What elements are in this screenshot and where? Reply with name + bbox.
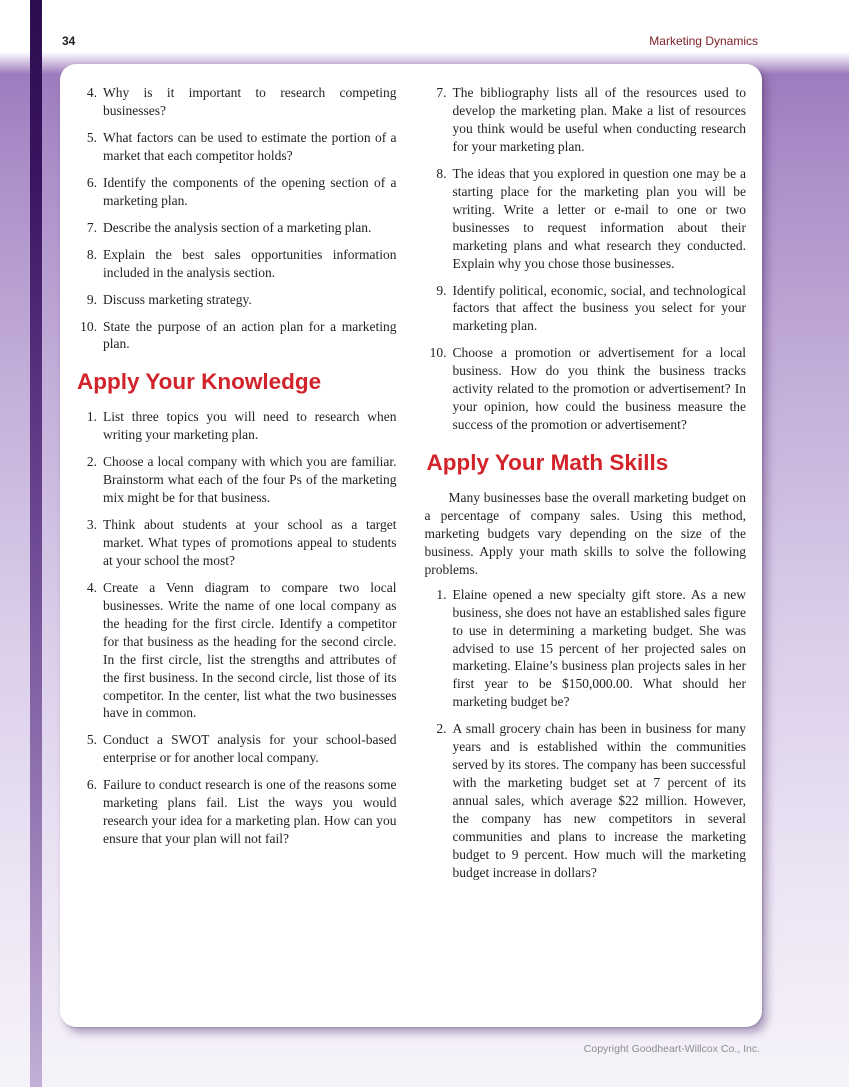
question-number: 4. — [86, 85, 97, 100]
question-text: A small grocery chain has been in business for many years and is established within the communities served by its stores. The company has been successful with the marketing budget set at 7 percent of its annual sales, which average $22 million. However, the company has new competitors in several communities and plans to increase the marketing budget to 9 percent. How much will the marketing budget increase in dollars? — [452, 721, 746, 880]
question-text: State the purpose of an action plan for a marketing plan. — [103, 318, 397, 352]
question-text: Conduct a SWOT analysis for your school-based enterprise or for another local company. — [103, 732, 397, 766]
question-text: Failure to conduct research is one of the reasons some marketing plans fail. List the ways you would research your idea for a marketing plan. How can you ensure that your plan will not fail? — [103, 777, 397, 847]
question-text: Create a Venn diagram to compare two local businesses. Write the name of one local company as the heading for the first circle. Identify a competitor for that business as the heading for the second circle. In the first circle, list the strengths and attributes of the first business. In the second circle, list those of its competitor. In the center, list what the two businesses have in common. — [103, 579, 397, 721]
question-number: 7. — [436, 85, 447, 100]
question-number: 9. — [86, 291, 97, 307]
right-column — [425, 84, 747, 1027]
question-number: 8. — [436, 165, 447, 181]
review-question-item — [75, 174, 397, 210]
question-text: Identify political, economic, social, and technological factors that affect the business you select for your marketing plan. — [452, 282, 746, 334]
question-number: 7. — [86, 219, 97, 235]
page-number: 34 — [62, 34, 76, 48]
page-footer — [584, 1043, 760, 1055]
left-column — [75, 84, 397, 1027]
review-question-item — [75, 84, 397, 120]
question-number: 10. — [429, 345, 447, 361]
question-text: The bibliography lists all of the resources used to develop the marketing plan. Make a list of resources you think would be useful when conducting research for your marketing plan. — [452, 85, 746, 154]
review-question-item — [75, 129, 397, 165]
page-header — [62, 34, 758, 48]
math-item — [425, 586, 747, 712]
question-text: Elaine opened a new specialty gift store. As a new business, she does not have an established sales figure to use in determining a marketing budget. She was advised to use 15 percent of her projected sales on marketing. Elaine’s business plan projects sales in her first year to be $150,000.00. What should her marketing budget be? — [452, 586, 746, 710]
knowledge-item — [75, 516, 397, 570]
spine-strip — [30, 0, 42, 1087]
knowledge-item — [75, 776, 397, 848]
knowledge-item — [425, 282, 747, 336]
math-item — [425, 720, 747, 882]
question-text: Explain the best sales opportunities information included in the analysis section. — [103, 246, 397, 280]
question-number: 2. — [436, 721, 447, 737]
question-text: What factors can be used to estimate the portion of a market that each competitor holds? — [103, 129, 397, 163]
knowledge-heading: Apply Your Knowledge — [77, 369, 322, 395]
question-number: 6. — [86, 174, 97, 190]
review-question-item — [75, 291, 397, 309]
question-text: Think about students at your school as a target market. What types of promotions appeal to students at your school the most? — [103, 516, 397, 568]
question-text: Identify the components of the opening section of a marketing plan. — [103, 174, 397, 208]
question-number: 4. — [86, 579, 97, 595]
knowledge-item — [425, 344, 747, 434]
question-number: 5. — [86, 732, 97, 748]
question-number: 1. — [436, 586, 447, 602]
question-number: 5. — [86, 129, 97, 145]
copyright-text: Copyright Goodheart-Willcox Co., Inc. — [583, 1043, 760, 1055]
knowledge-item — [425, 165, 747, 273]
knowledge-item — [75, 453, 397, 507]
review-question-item — [75, 318, 397, 354]
knowledge-item — [75, 731, 397, 767]
knowledge-item — [425, 84, 747, 156]
knowledge-item — [75, 408, 397, 444]
question-text: The ideas that you explored in question one may be a starting place for the marketing plan you will be writing. Write a letter or e-mail to one or two businesses to request information about their marketing plans and what research they conducted. Explain why you chose those businesses. — [452, 165, 746, 271]
question-text: Choose a promotion or advertisement for a local business. How do you think the business tracks activity related to the promotion or advertisement? In your opinion, how could the business measure the success of the promotion or advertisement? — [452, 345, 746, 433]
math-intro: Many businesses base the overall marketing budget on a percentage of company sales. Using this method, marketing budgets vary depending on the size of the business. Apply your math skills to solve the following problems. — [424, 489, 746, 577]
question-number: 10. — [80, 318, 97, 334]
review-question-item — [75, 219, 397, 237]
question-text: Choose a local company with which you are familiar. Brainstorm what each of the four Ps of the marketing mix might be for that business. — [103, 454, 397, 505]
question-text: Discuss marketing strategy. — [103, 291, 252, 307]
question-number: 9. — [436, 282, 447, 298]
question-text: Why is it important to research competing businesses? — [103, 85, 397, 118]
question-number: 3. — [86, 516, 97, 532]
question-text: List three topics you will need to research when writing your marketing plan. — [103, 409, 397, 443]
book-title: Marketing Dynamics — [649, 34, 758, 48]
question-number: 8. — [86, 246, 97, 262]
question-text: Describe the analysis section of a marketing plan. — [103, 219, 372, 235]
knowledge-item — [75, 579, 397, 723]
review-question-item — [75, 246, 397, 282]
math-heading: Apply Your Math Skills — [426, 450, 669, 476]
question-number: 1. — [86, 409, 97, 425]
question-number: 2. — [86, 454, 97, 470]
content-card — [60, 64, 762, 1027]
question-number: 6. — [86, 777, 97, 793]
